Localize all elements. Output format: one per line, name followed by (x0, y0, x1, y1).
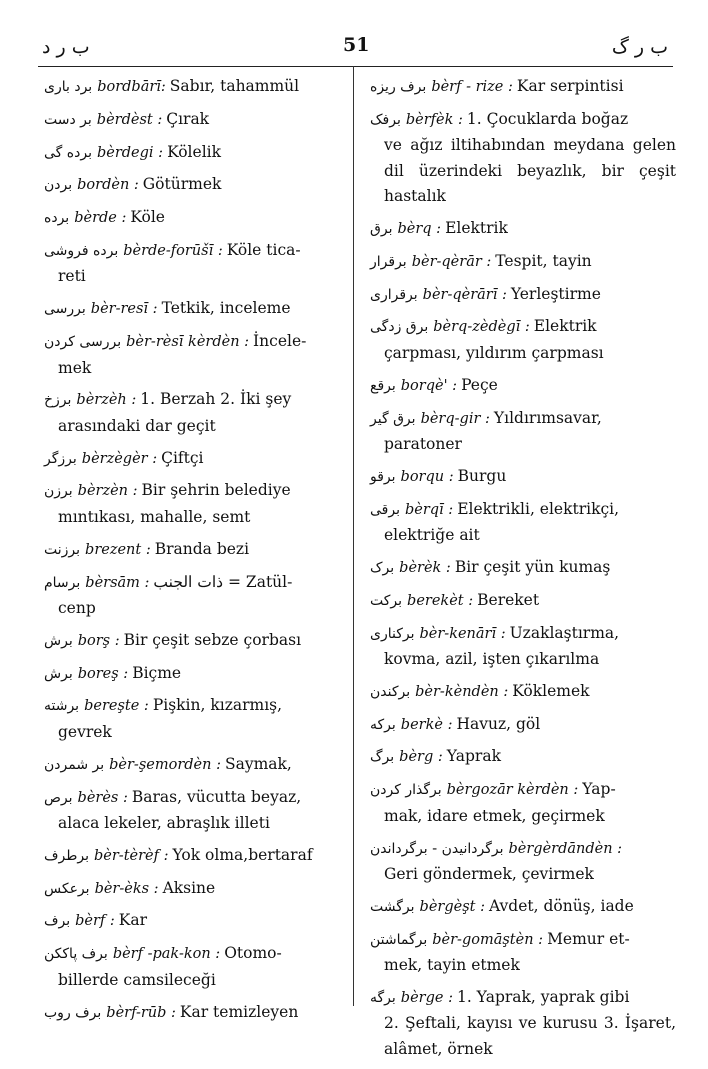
entry-headword: brezent : (85, 541, 151, 558)
entry-headword: bèrde-forūšī : (123, 242, 223, 259)
dictionary-entry (370, 216, 676, 243)
entry-headword: bèrde : (74, 210, 127, 227)
entry-arabic: برق گیر (370, 410, 416, 427)
entry-headword: bèr-qèrār : (411, 253, 492, 270)
entry-definition: Otomo- (224, 944, 282, 963)
entry-headword: bèrqī : (404, 501, 454, 518)
entry-headword: bèrsām : (85, 574, 150, 591)
entry-definition: Peçe (461, 375, 498, 394)
entry-definition: Bereket (477, 590, 540, 609)
dictionary-entry (44, 329, 344, 381)
entry-headword: bèr-gomāştèn : (432, 931, 544, 948)
entry-arabic: برقرار (370, 253, 407, 270)
dictionary-entry (44, 296, 344, 323)
entry-arabic: برگذار کردن (370, 782, 442, 799)
entry-arabic: برگه (370, 989, 396, 1006)
entry-arabic: بر شمردن (44, 756, 105, 773)
entry-arabic: برق (370, 221, 393, 238)
entry-definition: Sabır, tahammül (169, 77, 300, 95)
entry-arabic: برفک (370, 111, 401, 128)
entry-definition: Yaprak (446, 747, 501, 766)
entry-headword: bèr-resī : (90, 301, 158, 318)
entry-definition: Bir çeşit yün kumaş (454, 557, 611, 576)
entry-definition: Tetkik, inceleme (161, 299, 291, 318)
dictionary-entry (44, 843, 344, 870)
entry-headword: bèrgèrdāndèn : (508, 840, 623, 857)
entry-definition: Köklemek (512, 681, 590, 700)
dictionary-entry (44, 752, 344, 779)
entry-arabic: بررسی کردن (44, 334, 122, 351)
dictionary-entry (370, 497, 676, 549)
entry-headword: bèrq-zèdègī : (433, 319, 530, 336)
dictionary-entry (44, 387, 344, 439)
entry-continuation: elektriğe ait (384, 526, 480, 545)
entry-arabic: برقراری (370, 286, 418, 303)
entry-headword: bèrf -pak-kon : (112, 946, 221, 963)
entry-continuation: mak, idare etmek, geçirmek (384, 806, 605, 825)
dictionary-entry (44, 238, 344, 290)
dictionary-entry (370, 777, 676, 829)
entry-continuation: alaca lekeler, abraşlık illeti (58, 814, 270, 833)
entry-definition: Baras, vücutta beyaz, (131, 787, 302, 806)
dictionary-entry (370, 985, 676, 1063)
entry-headword: bereşte : (84, 698, 149, 715)
dictionary-entry (44, 941, 344, 993)
entry-continuation: ve ağız iltihabından meydana gelen dil üzerindeki beyazlık, bir çeşit hastalık (384, 136, 676, 206)
entry-headword: boreş : (77, 665, 129, 682)
dictionary-entry (44, 446, 344, 473)
entry-continuation: çarpması, yıldırım çarpması (384, 343, 604, 362)
dictionary-entry (370, 464, 676, 491)
entry-arabic: بر دست (44, 111, 92, 128)
entry-headword: bèr-tèrèf : (94, 847, 169, 864)
dictionary-entry (370, 282, 676, 309)
entry-headword: bèrzèh : (76, 392, 137, 409)
entry-definition: Çiftçi (161, 448, 204, 467)
entry-continuation: arasındaki dar geçit (58, 416, 216, 435)
entry-headword: bèrf-rūb : (106, 1004, 176, 1021)
dictionary-entry (370, 744, 676, 771)
entry-continuation: billerde camsileceği (58, 970, 216, 989)
entry-definition: 1. Berzah 2. İki şey (140, 390, 292, 409)
dictionary-entry (370, 712, 676, 739)
entry-definition: Kar serpintisi (516, 77, 624, 95)
dictionary-entry (370, 107, 676, 210)
entry-arabic: برعکس (44, 880, 90, 897)
entry-headword: bèrès : (77, 789, 128, 806)
dictionary-entry (44, 628, 344, 655)
left-column (44, 74, 344, 1032)
entry-definition: Götürmek (142, 175, 222, 194)
entry-arabic: برده گی (44, 144, 92, 161)
entry-arabic: برگشت (370, 898, 415, 915)
entry-arabic: برش (44, 665, 73, 682)
entry-definition: Yıldırımsavar, (493, 408, 602, 427)
entry-definition: Bir çeşit sebze çorbası (123, 630, 302, 649)
entry-arabic: بردن (44, 177, 73, 194)
entry-headword: bèrzègèr : (81, 450, 158, 467)
entry-definition: Kölelik (167, 142, 221, 161)
entry-arabic: بررسی (44, 301, 86, 318)
dictionary-entry (370, 555, 676, 582)
dictionary-entry (44, 205, 344, 232)
entry-headword: bèrf : (75, 913, 115, 930)
entry-continuation: mek, tayin etmek (384, 956, 520, 975)
entry-definition: Köle (130, 208, 165, 227)
entry-headword: berekèt : (407, 592, 474, 609)
dictionary-entry (370, 836, 676, 888)
entry-headword: bèrdegi : (96, 144, 164, 161)
entry-arabic: برف (44, 913, 71, 930)
header-right-arabic: ب ر گ (611, 36, 668, 58)
entry-definition: Biçme (132, 663, 182, 682)
entry-definition: Köle tica- (226, 240, 301, 259)
dictionary-entry (44, 140, 344, 167)
dictionary-entry (44, 478, 344, 530)
entry-arabic: برکناری (370, 625, 415, 642)
entry-headword: borqu : (400, 468, 454, 485)
entry-definition: Aksine (162, 878, 216, 897)
entry-arabic: برق زدگی (370, 319, 429, 336)
entry-definition: Burgu (457, 466, 507, 485)
entry-definition: Saymak, (224, 754, 292, 773)
entry-arabic: برگ (370, 749, 395, 766)
entry-arabic: برگردانیدن - برگرداندن (370, 840, 504, 857)
entry-headword: bèrèk : (399, 559, 451, 576)
entry-arabic: برف روب (44, 1004, 102, 1021)
entry-definition: Kar temizleyen (179, 1002, 299, 1021)
entry-arabic: برقی (370, 501, 400, 518)
entry-arabic: برک (370, 559, 395, 576)
dictionary-entry (370, 373, 676, 400)
entry-arabic: برده (44, 210, 70, 227)
entry-arabic: برشته (44, 698, 80, 715)
entry-arabic: برص (44, 789, 73, 806)
entry-definition: Bir şehrin belediye (141, 481, 291, 500)
entry-arabic: برزن (44, 483, 73, 500)
entry-continuation: cenp (58, 599, 96, 618)
entry-headword: bèr-qèrārī : (422, 286, 507, 303)
entry-definition: Elektrikli, elektrikçi, (457, 499, 620, 518)
entry-arabic: برف ریزه (370, 79, 427, 95)
entry-definition: Tespit, tayin (495, 251, 592, 270)
entry-headword: bèrgèşt : (419, 898, 485, 915)
dictionary-entry (370, 679, 676, 706)
dictionary-entry (44, 74, 344, 101)
entry-definition: Uzaklaştırma, (509, 623, 620, 642)
dictionary-entry (370, 621, 676, 673)
entry-definition: Memur et- (547, 929, 630, 948)
dictionary-entry (370, 588, 676, 615)
entry-arabic: برقو (370, 468, 396, 485)
page-header (0, 30, 708, 60)
entry-headword: bèrf - rize : (431, 79, 513, 95)
entry-headword: bèrfèk : (405, 111, 463, 128)
entry-headword: bèr-şemordèn : (109, 756, 221, 773)
entry-headword: bèrzèn : (77, 483, 138, 500)
dictionary-entry (44, 908, 344, 935)
entry-continuation: Geri göndermek, çevirmek (384, 865, 594, 884)
entry-arabic: برگماشتن (370, 931, 428, 948)
dictionary-entry (370, 314, 676, 366)
entry-continuation: mıntıkası, mahalle, semt (58, 507, 251, 526)
dictionary-entry (370, 249, 676, 276)
entry-headword: berkè : (400, 716, 453, 733)
entry-definition: Yap- (582, 780, 616, 799)
entry-headword: bèr-rèsī kèrdèn : (126, 334, 250, 351)
entry-headword: borqè' : (400, 377, 458, 394)
entry-headword: bèrdèst : (96, 111, 163, 128)
dictionary-entry (44, 661, 344, 688)
dictionary-entry (370, 927, 676, 979)
entry-headword: bordbārī: (97, 79, 166, 95)
header-rule (38, 66, 673, 67)
entry-continuation: 2. Şeftali, kayısı ve kurusu 3. İşaret, alâmet, örnek (384, 1014, 676, 1058)
dictionary-entry (44, 876, 344, 903)
dictionary-entry (370, 406, 676, 458)
header-left-arabic: ب ر د (42, 36, 90, 58)
entry-arabic: برف پاککن (44, 946, 108, 963)
page-number: 51 (343, 34, 370, 56)
entry-headword: bèrq : (397, 221, 442, 238)
entry-continuation: mek (58, 358, 92, 377)
entry-arabic: برکندن (370, 683, 411, 700)
entry-definition: 1. Yaprak, yaprak gibi (456, 987, 630, 1006)
entry-definition: Branda bezi (154, 539, 250, 558)
entry-headword: bèrg : (399, 749, 443, 766)
entry-definition: 1. Çocuklarda boğaz (466, 109, 629, 128)
entry-arabic: برد باری (44, 79, 93, 95)
entry-definition: Pişkin, kızarmış, (152, 696, 283, 715)
entry-continuation: paratoner (384, 435, 462, 454)
entry-definition: Çırak (166, 109, 210, 128)
entry-definition: Elektrik (533, 317, 597, 336)
entry-definition: Kar (118, 911, 148, 930)
entry-headword: bèr-kèndèn : (415, 683, 509, 700)
entry-arabic: برزخ (44, 392, 72, 409)
entry-headword: bèr-kenārī : (419, 625, 506, 642)
entry-continuation: gevrek (58, 722, 112, 741)
dictionary-entry (370, 894, 676, 921)
entry-definition: Yerleştirme (510, 284, 601, 303)
entry-arabic: برسام (44, 574, 81, 591)
entry-definition: ذات الجنب = Zatül- (153, 572, 293, 591)
entry-definition: Elektrik (445, 219, 508, 238)
dictionary-entry (44, 107, 344, 134)
dictionary-entry (44, 785, 344, 837)
entry-headword: bèrge : (400, 989, 453, 1006)
dictionary-entry (370, 74, 676, 101)
entry-arabic: برش (44, 632, 73, 649)
entry-definition: Yok olma,bertaraf (172, 845, 313, 864)
entry-definition: İncele- (253, 332, 307, 351)
entry-arabic: برطرف (44, 847, 90, 864)
entry-headword: bèr-èks : (94, 880, 159, 897)
entry-arabic: برکت (370, 592, 403, 609)
entry-headword: bèrq-gir : (420, 410, 490, 427)
entry-headword: bèrgozār kèrdèn : (446, 782, 579, 799)
entry-arabic: برقع (370, 377, 396, 394)
entry-arabic: برزنت (44, 541, 81, 558)
right-column (370, 74, 676, 1069)
entry-arabic: برده فروشی (44, 242, 119, 259)
entry-arabic: برزگر (44, 450, 77, 467)
column-divider (353, 66, 354, 1006)
entry-headword: borş : (77, 632, 120, 649)
entry-continuation: kovma, azil, işten çıkarılma (384, 650, 600, 669)
dictionary-entry (44, 537, 344, 564)
dictionary-entry (44, 1000, 344, 1027)
entry-arabic: برکه (370, 716, 396, 733)
dictionary-entry (44, 570, 344, 622)
entry-headword: bordèn : (77, 177, 139, 194)
dictionary-entry (44, 693, 344, 745)
entry-continuation: reti (58, 267, 86, 286)
dictionary-entry (44, 172, 344, 199)
entry-definition: Avdet, dönüş, iade (488, 896, 634, 915)
entry-definition: Havuz, göl (456, 714, 541, 733)
